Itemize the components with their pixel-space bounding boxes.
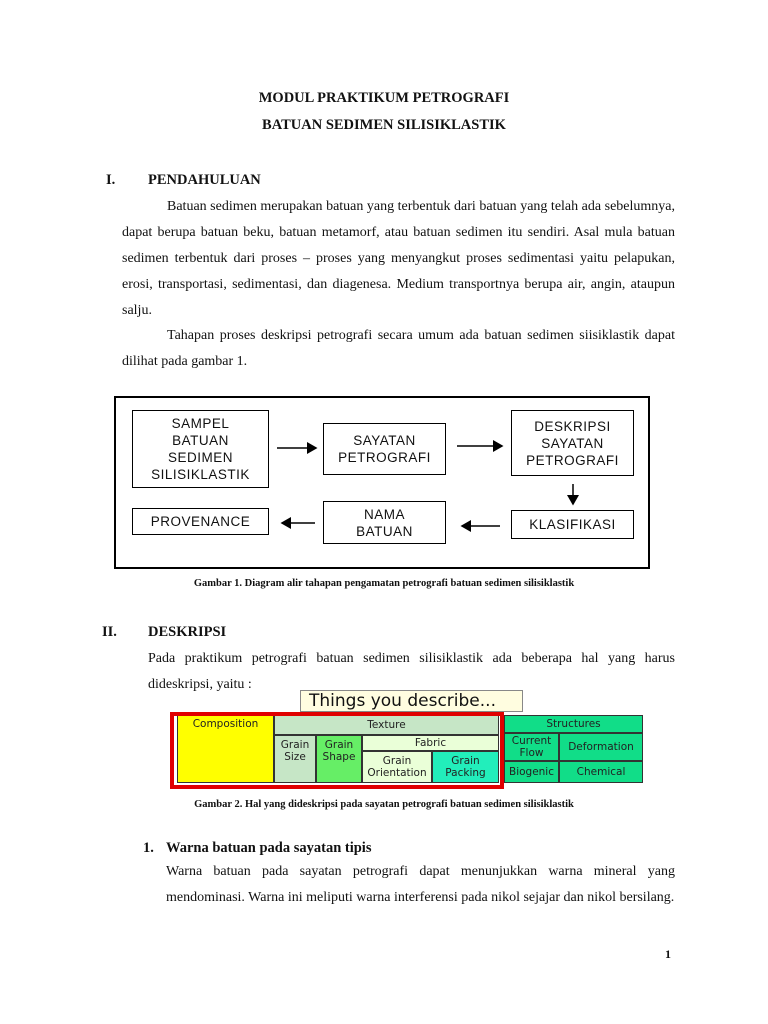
- subsection-paragraph: Warna batuan pada sayatan petrografi dapat menunjukkan warna mineral yang mendominasi. Warna ini meliputi warna interferensi pada nikol sejajar dan nikol bersilang.: [166, 864, 675, 905]
- biogenic-cell: Biogenic: [504, 761, 559, 783]
- intro-paragraph: Batuan sedimen merupakan batuan yang terbentuk dari batuan yang telah ada sebelumnya, dapat berupa batuan beku, batuan metamorf, atau batuan sedimen itu sendiri. Asal mula batuan sedimen terbentuk dari proses – proses yang menyangkut proses sedimentasi yaitu pelapukan, erosi, transportasi, sedimentasi, dan diagenesa. Medium transportnya berupa air, angin, ataupun salju.: [122, 199, 675, 318]
- composition-cell: Composition: [177, 715, 274, 783]
- box-nama-batuan: NAMA BATUAN: [323, 501, 446, 544]
- document-title-line2: BATUAN SEDIMEN SILISIKLASTIK: [262, 117, 506, 133]
- box-klasifikasi: KLASIFIKASI: [511, 510, 634, 539]
- box-provenance: PROVENANCE: [132, 508, 269, 535]
- flow-arrows: [116, 398, 650, 569]
- figure1-caption: Gambar 1. Diagram alir tahapan pengamatan petrografi batuan sedimen silisiklastik: [193, 578, 575, 589]
- box-sayatan: SAYATAN PETROGRAFI: [323, 423, 446, 475]
- current-flow-cell: Current Flow: [504, 733, 559, 761]
- grain-orientation-cell: Grain Orientation: [362, 751, 432, 783]
- flow-diagram: [114, 396, 650, 569]
- things-banner: Things you describe...: [300, 690, 523, 712]
- document-title-line1: MODUL PRAKTIKUM PETROGRAFI: [258, 90, 510, 106]
- structures-header: Structures: [504, 715, 643, 733]
- subsection-heading: Warna batuan pada sayatan tipis: [166, 840, 372, 856]
- section-heading: PENDAHULUAN: [148, 172, 261, 188]
- subsection-number: 1.: [143, 840, 154, 856]
- section2-heading: DESKRIPSI: [148, 624, 227, 640]
- intro-paragraph-2: Tahapan proses deskripsi petrografi secara umum ada batuan sedimen siisiklastik dapat dilihat pada gambar 1.: [122, 328, 675, 369]
- describe-figure: [167, 690, 647, 790]
- section2-number: II.: [102, 624, 117, 640]
- texture-header: Texture: [274, 715, 499, 735]
- box-deskripsi: DESKRIPSI SAYATAN PETROGRAFI: [511, 410, 634, 476]
- box-sampel: SAMPEL BATUAN SEDIMEN SILISIKLASTIK: [132, 410, 269, 488]
- page-number: 1: [665, 947, 671, 961]
- grain-packing-cell: Grain Packing: [432, 751, 499, 783]
- chemical-cell: Chemical: [559, 761, 643, 783]
- grain-size-cell: Grain Size: [274, 735, 316, 783]
- section2-paragraph: Pada praktikum petrografi batuan sedimen silisiklastik ada beberapa hal yang harus dideskripsi, yaitu :: [148, 651, 675, 692]
- grain-shape-cell: Grain Shape: [316, 735, 362, 783]
- deformation-cell: Deformation: [559, 733, 643, 761]
- section-number: I.: [106, 172, 116, 188]
- figure2-caption: Gambar 2. Hal yang dideskripsi pada sayatan petrografi batuan sedimen silisiklastik: [194, 799, 574, 810]
- fabric-header: Fabric: [362, 735, 499, 751]
